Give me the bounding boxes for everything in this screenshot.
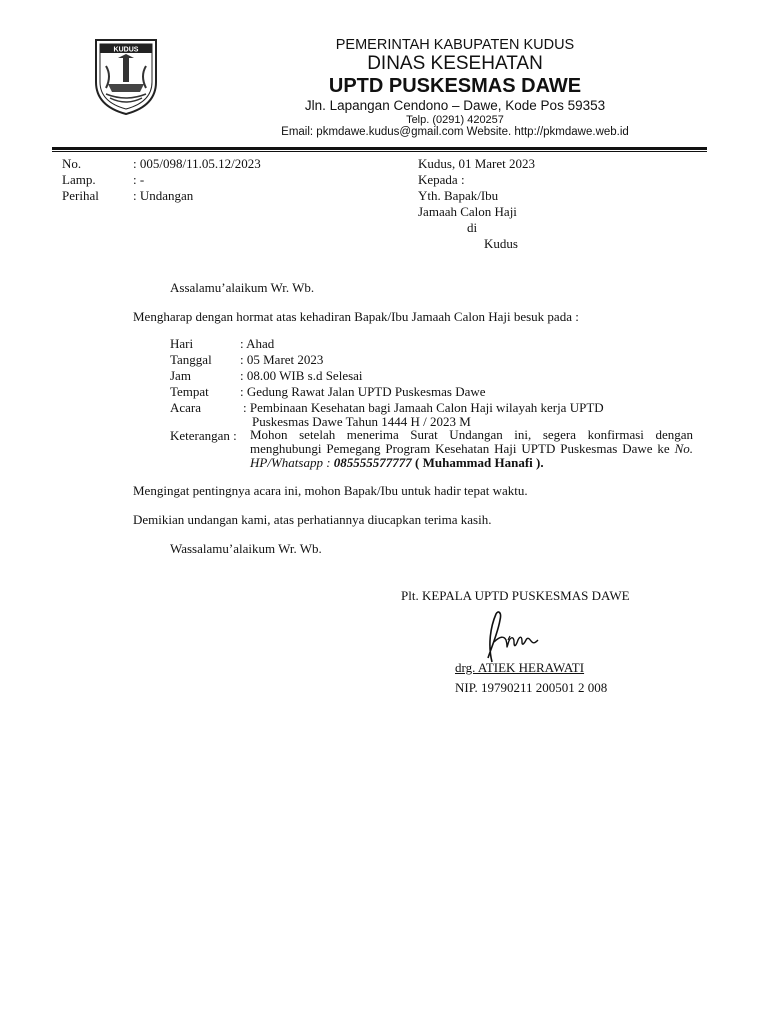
keterangan-hp-number: 085555577777 [333,455,412,470]
demikian-paragraph: Demikian undangan kami, atas perhatiannya diucapkan terima kasih. [133,512,492,527]
signer-nip: NIP. 19790211 200501 2 008 [455,680,608,695]
detail-tanggal-value: : 05 Maret 2023 [240,352,324,367]
letterhead-rule-thin [52,151,707,152]
kop-pemerintah: PEMERINTAH KABUPATEN KUDUS [335,37,575,53]
recipient-jamaah: Jamaah Calon Haji [418,204,517,219]
detail-tempat-label: Tempat [170,384,209,399]
meta-perihal-value: : Undangan [133,188,194,203]
greeting: Assalamu’alaikum Wr. Wb. [170,280,315,295]
kop-dinas: DINAS KESEHATAN [367,53,543,74]
intro-paragraph: Mengharap dengan hormat atas kehadiran Bapak/Ibu Jamaah Calon Haji besuk pada : [133,309,579,324]
meta-no-label: No. [62,156,82,171]
recipient-kota: Kudus [484,236,518,251]
letterhead-rule-thick [52,147,707,150]
detail-hari-value: : Ahad [240,336,275,351]
meta-lamp-label: Lamp. [62,172,96,187]
kop-telp: Telp. (0291) 420257 [406,114,504,126]
letter-date: Kudus, 01 Maret 2023 [418,156,535,171]
kudus-regency-logo [92,36,160,116]
signer-position: Plt. KEPALA UPTD PUSKESMAS DAWE [401,588,630,603]
keterangan-text: Mohon setelah menerima Surat Undangan ini, segera konfirmasi dengan menghubungi Pemegang Program Kesehatan Haji UPTD Puskesmas Dawe ke [250,427,693,456]
detail-acara-label: Acara [170,400,202,415]
kop-email: Email: pkmdawe.kudus@gmail.com Website. http://pkmdawe.web.id [281,126,629,138]
meta-lamp-value: : - [133,172,145,187]
logo-text: KUDUS [113,46,139,54]
kop-alamat: Jln. Lapangan Cendono – Dawe, Kode Pos 59353 [304,98,606,113]
detail-hari-label: Hari [170,336,194,351]
recipient-di: di [467,220,478,235]
meta-no-value: : 005/098/11.05.12/2023 [133,156,261,171]
signer-name: drg. ATIEK HERAWATI [455,660,585,675]
keterangan-hp-label: No. HP/Whatsapp : [250,441,694,470]
kop-uptd: UPTD PUSKESMAS DAWE [328,75,582,97]
keterangan-contact-name: ( Muhammad Hanafi ). [415,455,544,470]
handwritten-signature [478,606,548,666]
detail-tanggal-label: Tanggal [170,352,212,367]
detail-acara-value-line2: Puskesmas Dawe Tahun 1444 H / 2023 M [252,414,471,429]
detail-tempat-value: : Gedung Rawat Jalan UPTD Puskesmas Dawe [240,384,486,399]
recipient-yth: Yth. Bapak/Ibu [418,188,499,203]
recipient-kepada: Kepada : [418,172,465,187]
mengingat-paragraph: Mengingat pentingnya acara ini, mohon Bapak/Ibu untuk hadir tepat waktu. [133,483,528,498]
closing-greeting: Wassalamu’alaikum Wr. Wb. [170,541,322,556]
detail-jam-value: : 08.00 WIB s.d Selesai [240,368,363,383]
meta-perihal-label: Perihal [62,188,99,203]
detail-jam-label: Jam [170,368,191,383]
detail-keterangan-label: Keterangan : [170,428,237,443]
detail-keterangan-value [250,428,693,470]
detail-acara-value: : Pembinaan Kesehatan bagi Jamaah Calon Haji wilayah kerja UPTD [243,400,604,415]
